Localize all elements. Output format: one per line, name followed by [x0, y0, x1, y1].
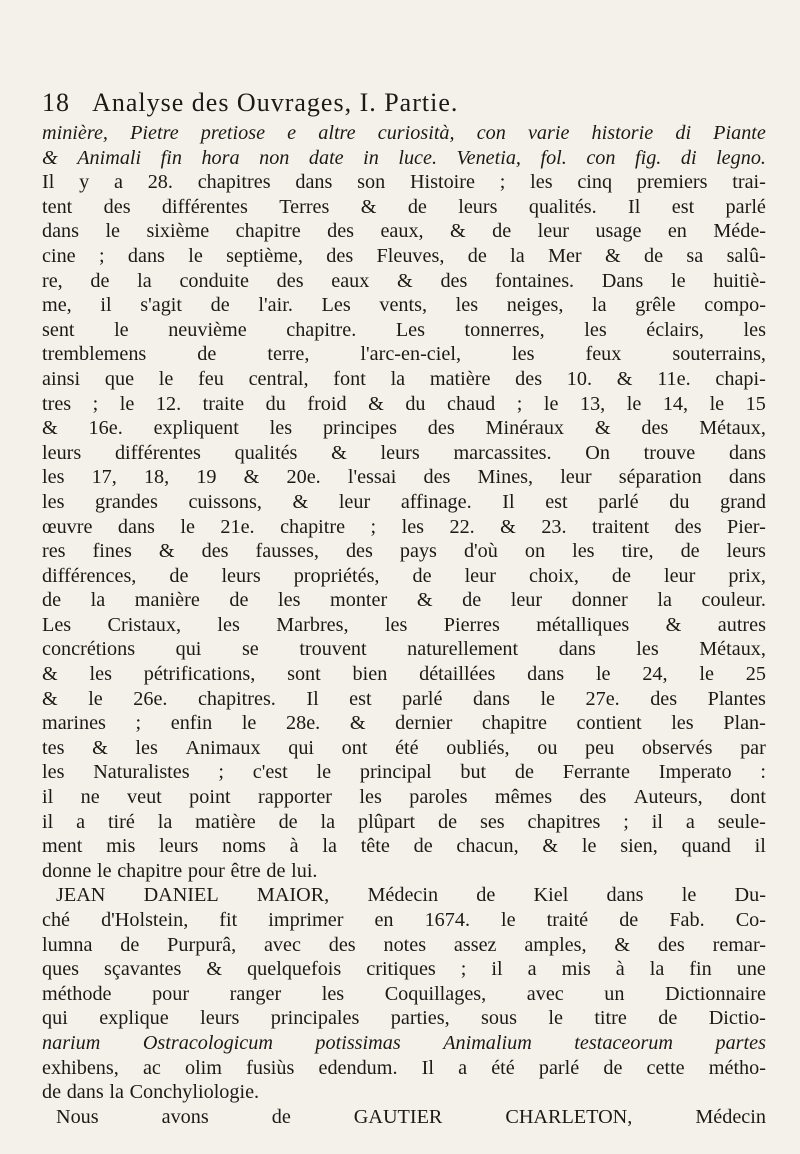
text-line: de la manière de les monter & de leur donner la couleur.	[42, 589, 766, 612]
text-line: & 16e. expliquent les principes des Minéraux & des Métaux,	[42, 417, 766, 440]
text-line: re, de la conduite des eaux & des fontaines. Dans le huitiè-	[42, 269, 766, 292]
text-line: & les pétrifications, sont bien détaillées dans le 24, le 25	[42, 663, 766, 686]
text-line: il a tiré la matière de la plûpart de ses chapitres ; il a seule-	[42, 810, 766, 833]
text-line: exhibens, ac olim fusiùs edendum. Il a été parlé de cette métho-	[42, 1056, 766, 1079]
text-line: ques sçavantes & quelquefois critiques ; il a mis à la fin une	[42, 958, 766, 981]
text-line: & le 26e. chapitres. Il est parlé dans le 27e. des Plantes	[42, 687, 766, 710]
text-line: concrétions qui se trouvent naturellement dans les Métaux,	[42, 638, 766, 661]
text-line: les grandes cuissons, & leur affinage. Il est parlé du grand	[42, 490, 766, 513]
text-line: différences, de leurs propriétés, de leur choix, de leur prix,	[42, 564, 766, 587]
text-line: lumna de Purpurâ, avec des notes assez amples, & des remar-	[42, 933, 766, 956]
text-line: narium Ostracologicum potissimas Animalium testaceorum partes	[42, 1031, 766, 1054]
text-line: & Animali fin hora non date in luce. Venetia, fol. con fig. di legno.	[42, 146, 766, 169]
text-line: leurs différentes qualités & leurs marcassites. On trouve dans	[42, 441, 766, 464]
text-line: donne le chapitre pour être de lui.	[42, 859, 318, 882]
text-line: de dans la Conchyliologie.	[42, 1081, 260, 1104]
text-line: ainsi que le feu central, font la matière des 10. & 11e. chapi-	[42, 367, 766, 390]
text-line: dans le sixième chapitre des eaux, & de leur usage en Méde-	[42, 220, 766, 243]
text-line: œuvre dans le 21e. chapitre ; les 22. & 23. traitent des Pier-	[42, 515, 766, 538]
text-line: Nous avons de GAUTIER CHARLETON, Médecin	[56, 1105, 766, 1128]
text-line: JEAN DANIEL MAIOR, Médecin de Kiel dans le Du-	[56, 884, 766, 907]
text-line: tes & les Animaux qui ont été oubliés, ou peu observés par	[42, 736, 766, 759]
text-line: res fines & des fausses, des pays d'où on les tire, de leurs	[42, 540, 766, 563]
text-line: méthode pour ranger les Coquillages, avec un Dictionnaire	[42, 982, 766, 1005]
text-line: il ne veut point rapporter les paroles mêmes des Auteurs, dont	[42, 786, 766, 809]
running-header	[42, 88, 762, 118]
text-line: marines ; enfin le 28e. & dernier chapitre contient les Plan-	[42, 712, 766, 735]
text-line: ment mis leurs noms à la tête de chacun, & le sien, quand il	[42, 835, 766, 858]
text-line: tremblemens de terre, l'arc-en-ciel, les feux souterrains,	[42, 343, 766, 366]
body-text	[42, 121, 766, 1129]
running-title: Analyse des Ouvrages, I. Partie.	[92, 88, 459, 117]
text-line: tent des différentes Terres & de leurs qualités. Il est parlé	[42, 195, 766, 218]
text-line: minière, Pietre pretiose e altre curiosità, con varie historie di Piante	[42, 122, 766, 144]
text-line: Il y a 28. chapitres dans son Histoire ; les cinq premiers trai-	[42, 171, 766, 194]
text-line: ché d'Holstein, fit imprimer en 1674. le traité de Fab. Co-	[42, 909, 766, 931]
text-line: tres ; le 12. traite du froid & du chaud ; le 13, le 14, le 15	[42, 392, 766, 415]
text-line: Les Cristaux, les Marbres, les Pierres métalliques & autres	[42, 613, 766, 636]
text-line: les Naturalistes ; c'est le principal but de Ferrante Imperato :	[42, 761, 766, 784]
text-line: sent le neuvième chapitre. Les tonnerres, les éclairs, les	[42, 318, 766, 341]
text-line: qui explique leurs principales parties, sous le titre de Dictio-	[42, 1007, 766, 1030]
page-number: 18	[42, 88, 70, 117]
text-line: les 17, 18, 19 & 20e. l'essai des Mines, leur séparation dans	[42, 466, 766, 489]
text-line: cine ; dans le septième, des Fleuves, de la Mer & de sa salû-	[42, 244, 766, 267]
text-line: me, il s'agit de l'air. Les vents, les neiges, la grêle compo-	[42, 294, 766, 317]
